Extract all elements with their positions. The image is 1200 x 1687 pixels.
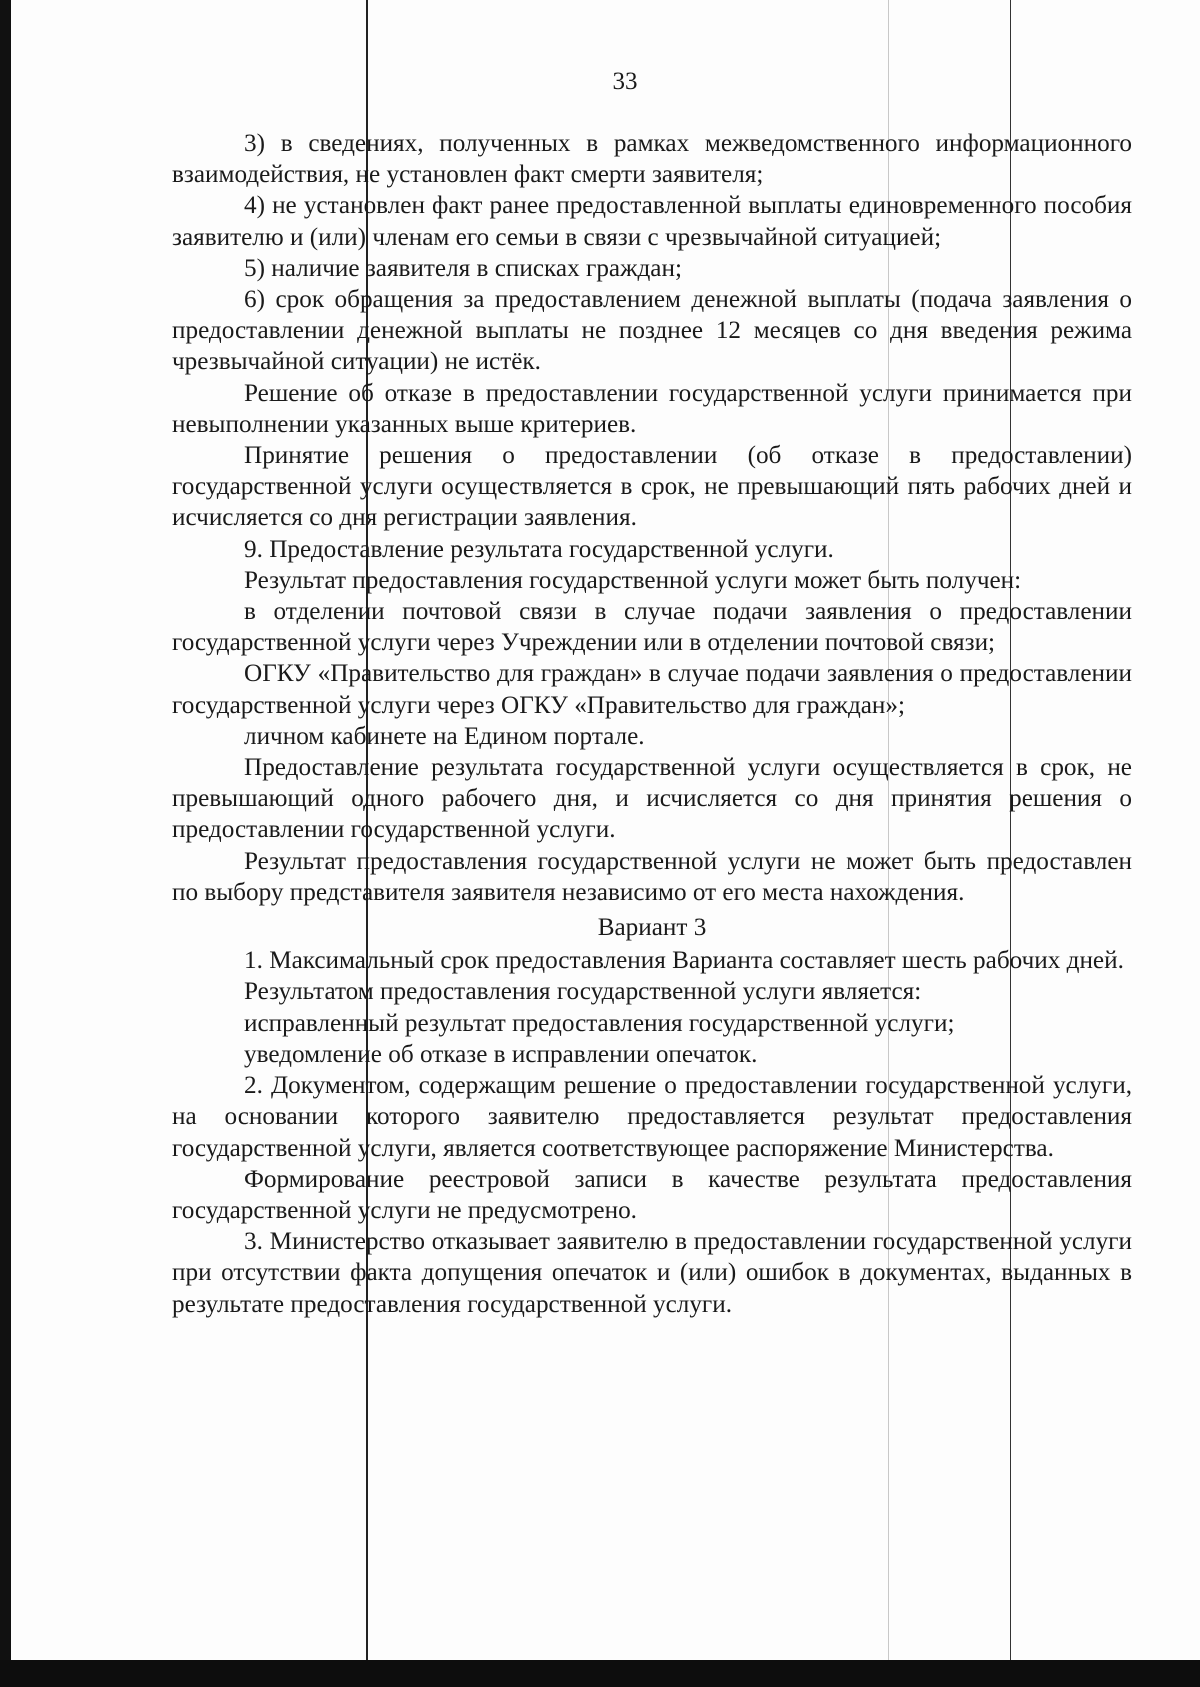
paragraph: Результат предоставления государственной услуги не может быть предоставлен по выбору представителя заявителя независимо от его места нахождения.	[172, 847, 1132, 906]
paragraph: 4) не установлен факт ранее предоставленной выплаты единовременного пособия заявителю и (или) членам его семьи в связи с чрезвычайной ситуацией;	[172, 192, 1132, 251]
document-body	[172, 128, 1132, 1320]
page-number: 33	[612, 68, 638, 95]
scan-border-left	[0, 0, 11, 1687]
paragraph: Принятие решения о предоставлении (об отказе в предоставлении) государственной услуги осуществляется в срок, не превышающий пять рабочих дней и исчисляется со дня регистрации заявления.	[172, 442, 1132, 532]
paragraph: 1. Максимальный срок предоставления Варианта составляет шесть рабочих дней.	[244, 947, 1124, 975]
paragraph: в отделении почтовой связи в случае подачи заявления о предоставлении государственной услуги через Учреждении или в отделении почтовой связи;	[172, 598, 1132, 657]
paragraph: исправленный результат предоставления государственной услуги;	[244, 1009, 955, 1037]
section-heading: Вариант 3	[597, 914, 707, 942]
paragraph: 6) срок обращения за предоставлением денежной выплаты (подача заявления о предоставлении денежной выплаты не позднее 12 месяцев со дня введения режима чрезвычайной ситуации) не истёк.	[172, 286, 1132, 376]
paragraph: личном кабинете на Едином портале.	[244, 722, 645, 750]
paragraph: Предоставление результата государственной услуги осуществляется в срок, не превышающий одного рабочего дня, и исчисляется со дня принятия решения о предоставлении государственной услуги.	[172, 754, 1132, 844]
paragraph: Результат предоставления государственной услуги может быть получен:	[244, 566, 1022, 594]
paragraph: 3. Министерство отказывает заявителю в предоставлении государственной услуги при отсутствии факта допущения опечаток и (или) ошибок в документах, выданных в результате предоставления государственной услуги.	[172, 1228, 1132, 1318]
paragraph: 2. Документом, содержащим решение о предоставлении государственной услуги, на основании которого заявителю предоставляется результат предоставления государственной услуги, является соответствующее распоряжение Министерства.	[172, 1072, 1132, 1162]
paragraph: 9. Предоставление результата государственной услуги.	[244, 535, 834, 563]
paragraph: Формирование реестровой записи в качестве результата предоставления государственной услуги не предусмотрено.	[172, 1165, 1132, 1224]
paragraph: Решение об отказе в предоставлении государственной услуги принимается при невыполнении указанных выше критериев.	[172, 379, 1132, 438]
scan-border-bottom	[0, 1660, 1200, 1687]
paragraph: Результатом предоставления государственной услуги является:	[244, 978, 922, 1006]
paragraph: 3) в сведениях, полученных в рамках межведомственного информационного взаимодействия, не установлен факт смерти заявителя;	[172, 130, 1132, 189]
paragraph: 5) наличие заявителя в списках граждан;	[244, 254, 682, 282]
paragraph: уведомление об отказе в исправлении опечаток.	[244, 1040, 758, 1068]
paragraph: ОГКУ «Правительство для граждан» в случае подачи заявления о предоставлении государственной услуги через ОГКУ «Правительство для граждан»;	[172, 660, 1132, 719]
